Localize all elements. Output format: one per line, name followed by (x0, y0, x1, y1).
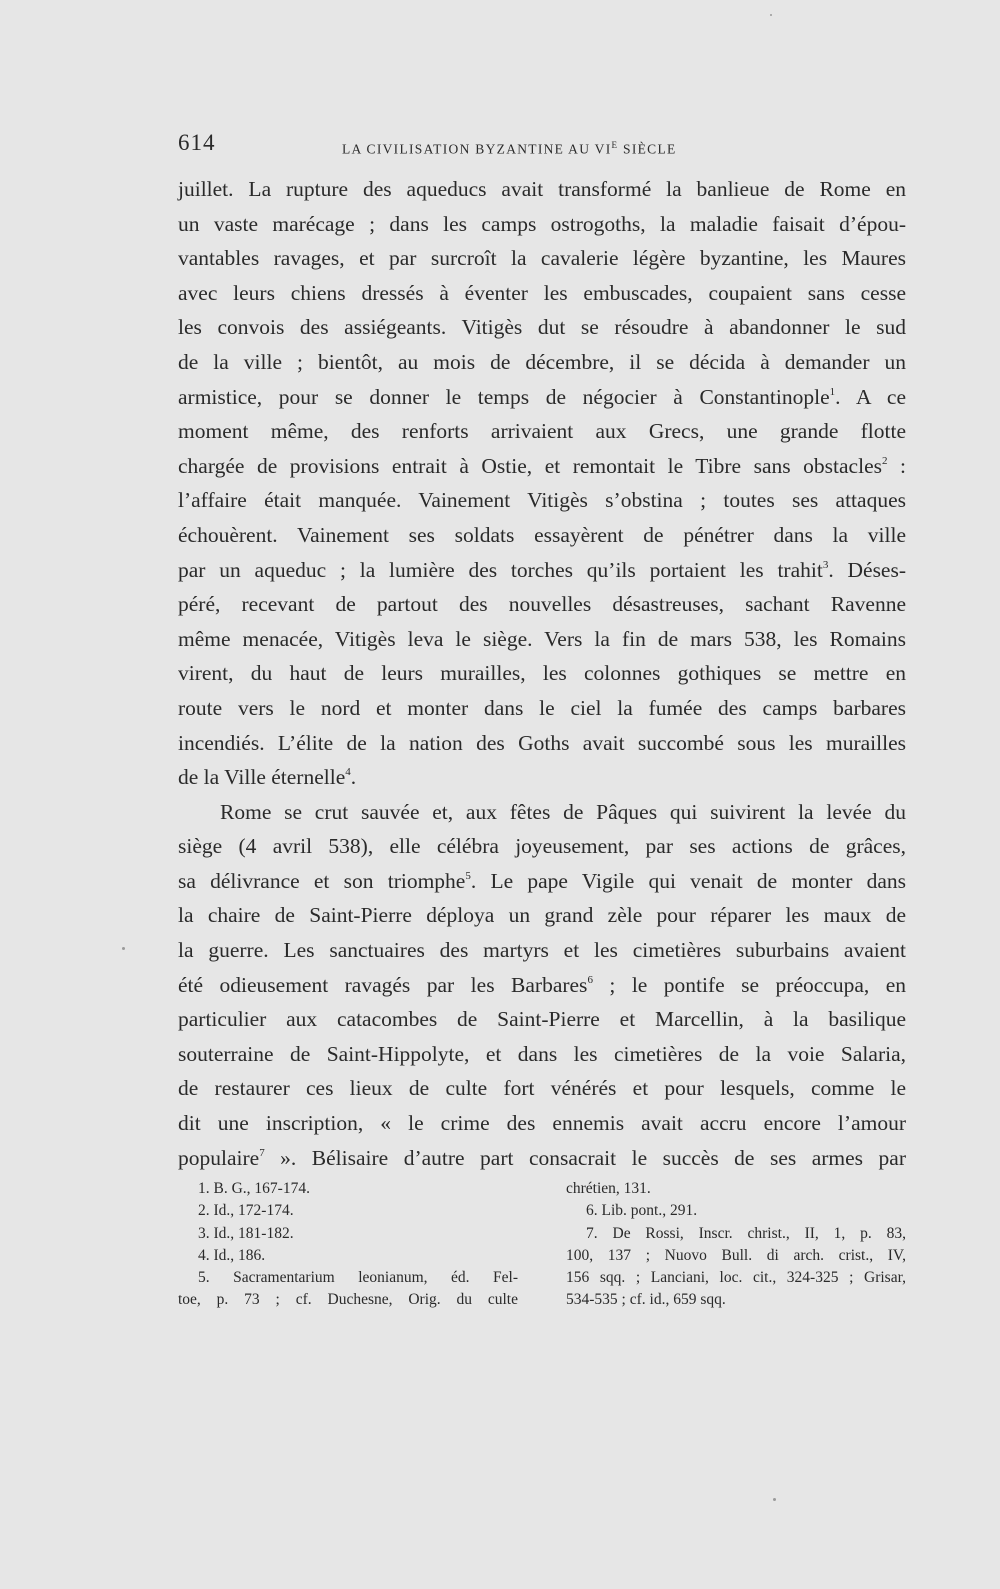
body-line-text: incendiés. L’élite de la nation des Goths avait succombé sous les murailles (178, 730, 906, 755)
page-header (178, 130, 906, 162)
body-line (178, 345, 906, 380)
footnote-reference: 5 (465, 869, 471, 882)
body-line (178, 691, 906, 726)
body-line (178, 933, 906, 968)
body-line (178, 1071, 906, 1106)
body-line-text: sa délivrance et son triomphe (178, 868, 466, 893)
footnote-line: 4. Id., 186. (198, 1246, 266, 1264)
body-line (178, 276, 906, 311)
body-line (178, 829, 906, 864)
body-line-continuation: . Déses- (828, 557, 906, 582)
body-line (178, 1106, 906, 1141)
footnote-reference: 3 (822, 558, 829, 571)
body-line (178, 968, 906, 1003)
body-line (178, 1141, 906, 1176)
body-line (178, 587, 906, 622)
body-line (178, 241, 906, 276)
footnote-reference: 7 (259, 1146, 265, 1159)
body-line-text: virent, du haut de leurs murailles, les colonnes gothiques se mettre en (178, 661, 906, 686)
body-line-text: la chaire de Saint-Pierre déploya un grand zèle pour réparer les maux de (178, 903, 906, 928)
footnotes-left-column (178, 1178, 518, 1312)
body-line (178, 553, 906, 588)
body-line-continuation: ; le pontife se préoccupa, en (592, 972, 907, 997)
body-line-text: de la ville ; bientôt, au mois de décembre, il se décida à demander un (178, 349, 906, 374)
body-line-continuation: . Le pape Vigile qui venait de monter dans (470, 868, 906, 893)
footnote-line: 100, 137 ; Nuovo Bull. di arch. crist., IV, (566, 1246, 906, 1264)
body-line-text: Rome se crut sauvée et, aux fêtes de Pâques qui suivirent la levée du (220, 799, 906, 824)
footnote-line: 3. Id., 181-182. (198, 1224, 294, 1242)
body-line (178, 622, 906, 657)
body-line (178, 380, 906, 415)
body-line-text: la guerre. Les sanctuaires des martyrs et les cimetières suburbains avaient (178, 938, 906, 963)
body-line-text: été odieusement ravagés par les Barbares (178, 972, 588, 997)
body-line (178, 898, 906, 933)
body-line-text: de la Ville éternelle (178, 765, 346, 790)
body-line-text: l’affaire était manquée. Vainement Vitigès s’obstina ; toutes ses attaques (178, 488, 906, 513)
body-line-text: moment même, des renforts arrivaient aux Grecs, une grande flotte (178, 419, 906, 444)
paper-speck (770, 14, 772, 16)
body-line (178, 726, 906, 761)
running-title-end: SIÈCLE (618, 141, 677, 157)
footnote-line: 6. Lib. pont., 291. (586, 1202, 698, 1220)
body-line-text: péré, recevant de partout des nouvelles désastreuses, sachant Ravenne (178, 592, 906, 617)
body-line (178, 1002, 906, 1037)
body-line-continuation: . A ce (835, 384, 906, 409)
body-line-text: juillet. La rupture des aqueducs avait transformé la banlieue de Rome en (178, 177, 906, 201)
body-line (178, 518, 906, 553)
body-line-text: particulier aux catacombes de Saint-Pierre et Marcellin, à la basilique (178, 1007, 906, 1032)
footnote-reference: 6 (587, 973, 593, 986)
body-line (178, 414, 906, 449)
running-title (342, 140, 677, 158)
body-line-text: dit une inscription, « le crime des ennemis avait accru encore l’amour (178, 1111, 906, 1136)
body-line (178, 760, 906, 795)
body-line (178, 310, 906, 345)
body-line-text: route vers le nord et monter dans le ciel la fumée des camps barbares (178, 695, 906, 720)
footnote-reference: 2 (881, 454, 888, 467)
body-line-text: populaire (178, 1145, 260, 1170)
body-line (178, 172, 906, 207)
body-line-text: de restaurer ces lieux de culte fort vénérés et pour lesquels, comme le (178, 1076, 906, 1101)
body-line (178, 207, 906, 242)
footnote-reference: 4 (345, 766, 351, 779)
body-line-text: siège (4 avril 538), elle célébra joyeusement, par ses actions de grâces, (178, 834, 906, 859)
body-line (178, 656, 906, 691)
paper-speck (122, 947, 125, 950)
body-line (178, 1037, 906, 1072)
body-line-continuation: . (350, 765, 357, 790)
footnote-line: 534-535 ; cf. id., 659 sqq. (566, 1291, 726, 1309)
footnote-line: 156 sqq. ; Lanciani, loc. cit., 324-325 ; Grisar, (566, 1269, 906, 1287)
footnote-reference: 1 (829, 385, 836, 398)
body-line-text: même menacée, Vitigès leva le siège. Vers la fin de mars 538, les Romains (178, 626, 906, 651)
body-line-text: armistice, pour se donner le temps de négocier à Constantinople (178, 384, 830, 409)
body-line-text: chargée de provisions entrait à Ostie, et remontait le Tibre sans obstacles (178, 453, 882, 478)
running-title-superscript: E (611, 140, 619, 150)
paper-speck (773, 1498, 776, 1501)
footnote-line: toe, p. 73 ; cf. Duchesne, Orig. du culte (178, 1291, 518, 1309)
body-line (178, 449, 906, 484)
body-line-text: vantables ravages, et par surcroît la cavalerie légère byzantine, les Maures (178, 246, 906, 271)
body-line-text: souterraine de Saint-Hippolyte, et dans les cimetières de la voie Salaria, (178, 1041, 906, 1066)
body-line-continuation: : (887, 453, 906, 478)
body-line (178, 795, 906, 830)
body-line-text: les convois des assiégeants. Vitigès dut se résoudre à abandonner le sud (178, 315, 906, 340)
footnote-line: 1. B. G., 167-174. (198, 1180, 310, 1197)
body-line-text: échouèrent. Vainement ses soldats essayèrent de pénétrer dans la ville (178, 522, 906, 547)
footnote-line: 7. De Rossi, Inscr. christ., II, 1, p. 83, (586, 1224, 906, 1242)
body-line-continuation: ». Bélisaire d’autre part consacrait le succès de ses armes par (264, 1145, 906, 1170)
footnote-line: 2. Id., 172-174. (198, 1202, 294, 1220)
footnotes-right-column (566, 1178, 906, 1312)
body-line-text: un vaste marécage ; dans les camps ostrogoths, la maladie faisait d’épou- (178, 211, 906, 236)
body-text (178, 172, 906, 1175)
footnote-line: 5. Sacramentarium leonianum, éd. Fel- (198, 1269, 518, 1287)
running-title-text: LA CIVILISATION BYZANTINE AU VI (342, 141, 612, 157)
body-line-text: par un aqueduc ; la lumière des torches qu’ils portaient les trahit (178, 557, 823, 582)
page-number: 614 (178, 130, 216, 155)
footnote-line: chrétien, 131. (566, 1180, 651, 1197)
body-line (178, 483, 906, 518)
body-line-text: avec leurs chiens dressés à éventer les embuscades, coupaient sans cesse (178, 280, 906, 305)
body-line (178, 864, 906, 899)
